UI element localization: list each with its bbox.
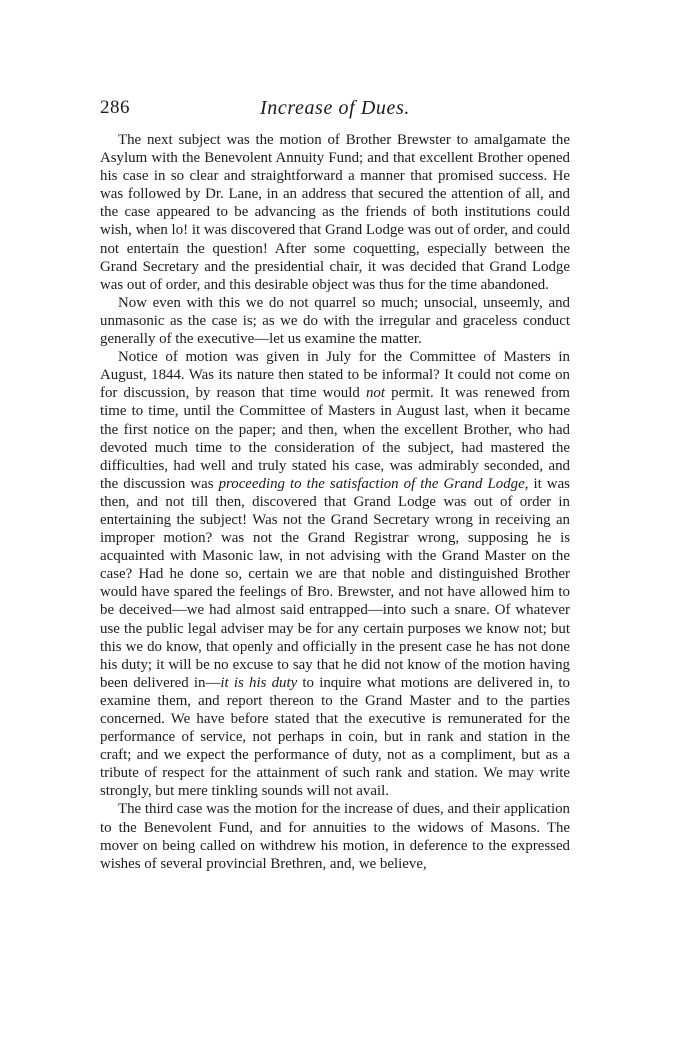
paragraph	[100, 131, 570, 294]
paragraph	[100, 348, 570, 800]
text-run: permit. It was renewed from time to time, until the Committee of Masters in August last, when it became the first notice on the paper; and then, when the excellent Brother, who had devoted much time to the consideration of the subject, had mastered the difficulties, had well and truly stated his case, was admirably seconded, and the discussion was	[100, 385, 570, 492]
text-run: The third case was the motion for the increase of dues, and their application to the Benevolent Fund, and for annuities to the widows of Masons. The mover on being called on withdrew his motion, in deference to the expressed wishes of several provincial Brethren, and, we believe,	[100, 801, 570, 872]
text-run: to inquire what motions are delivered in, to examine them, and report thereon to the Grand Master and to the parties concerned. We have before stated that the executive is remunerated for the performance of service, not perhaps in coin, but in rank and station in the craft; and we expect the performance of duty, not as a compliment, but as a tribute of respect for the attainment of such rank and station. We may write strongly, but mere tinkling sounds will not avail.	[100, 674, 570, 800]
page-number: 286	[100, 97, 130, 118]
book-page	[100, 97, 570, 873]
italic-text-run: not	[365, 385, 386, 402]
running-title: Increase of Dues.	[260, 97, 410, 119]
body-text	[100, 131, 570, 873]
italic-text-run: it is his duty	[220, 674, 298, 691]
italic-text-run: proceeding to the satisfaction of the Grand Lodge	[218, 475, 525, 492]
text-run: The next subject was the motion of Brother Brewster to amalgamate the Asylum with the Benevolent Annuity Fund; and that excellent Brother opened his case in so clear and straightforward a manner that promised success. He was followed by Dr. Lane, in an address that secured the attention of all, and the case appeared to be advancing as the friends of both institutions could wish, when lo! it was discovered that Grand Lodge was out of order, and could not entertain the question! After some coquetting, especially between the Grand Secretary and the presidential chair, it was decided that Grand Lodge was out of order, and this desirable object was thus for the time abandoned.	[100, 132, 570, 293]
text-run: Now even with this we do not quarrel so much; unsocial, unseemly, and unmasonic as the case is; as we do with the irregular and graceless conduct generally of the executive—let us examine the matter.	[100, 294, 570, 348]
text-run: , it was then, and not till then, discovered that Grand Lodge was out of order in entertaining the subject! Was not the Grand Secretary wrong in receiving an improper motion? was not the Grand Registrar wrong, supposing he is acquainted with Masonic law, in not advising with the Grand Master on the case? Had he done so, certain we are that noble and distinguished Brother would have spared the feelings of Bro. Brewster, and not have allowed him to be deceived—we had almost said entrapped—into such a snare. Of whatever use the public legal adviser may be for any certain purposes we know not; but this we do know, that openly and officially in the present case he has not done his duty; it will be no excuse to say that he did not know of the motion having been delivered in—	[100, 475, 570, 691]
running-head	[100, 97, 570, 123]
paragraph	[100, 800, 570, 872]
text-run: Notice of motion was given in July for the Committee of Masters in August, 1844. Was its nature then stated to be informal? It could not come on for discussion, by reason that time would	[100, 349, 570, 402]
paragraph	[100, 294, 570, 348]
